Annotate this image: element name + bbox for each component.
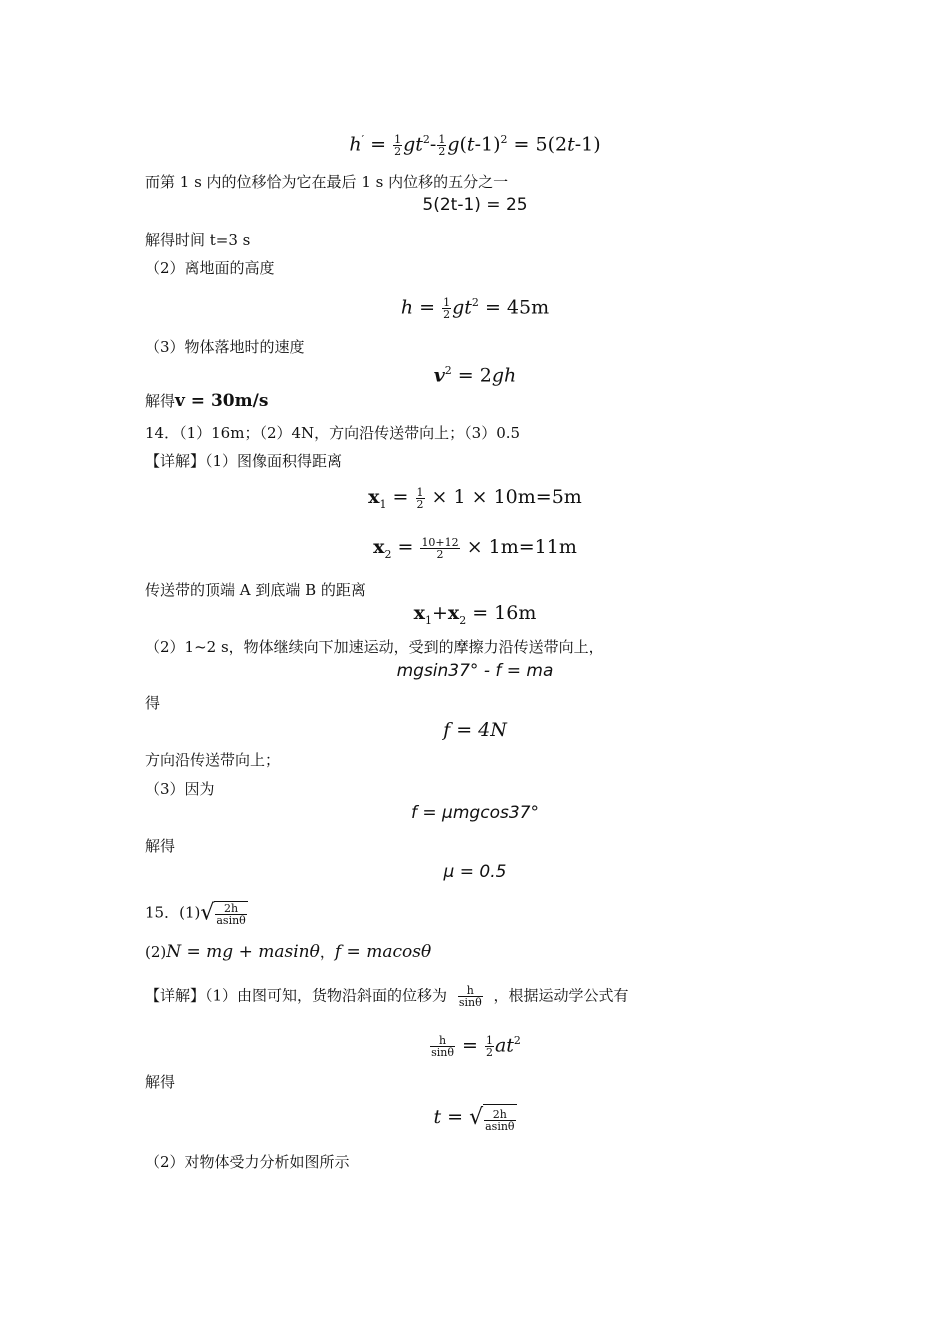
equation: f = 4N [443, 719, 507, 741]
text-line: 解得v = 30m/s [145, 391, 269, 411]
equation-x2: $x_2$ = $\frac{10+12}{2}$ × 1m=11m [373, 535, 577, 561]
equation-kinematics: $\frac{h}{\sin\theta}$ = $\frac{1}{2}$ $at^2$ [431, 1033, 521, 1059]
equation-sum: $x_1+x_2 = 16m$ [413, 602, 537, 627]
equation: mgsin37° - f = ma [396, 661, 554, 681]
equation-height: h = $\frac{1}{2}$ $gt^2 = 45m$ [400, 295, 550, 321]
text-line: 解得时间 t=3 s [145, 231, 251, 249]
equation-h-prime: h′ = $\frac{1}{2}$ $gt^2-$ $\frac{1}{2}$ $g(t-1)^2 = 5(2t-1)$ [349, 132, 601, 158]
equation-velocity: $v^2 = 2gh$ [433, 364, 517, 387]
fraction: $\frac{1}{2}$ [394, 132, 402, 158]
text-line: 【详解】（1）由图可知，货物沿斜面的位移为 $\frac{h}{\sin\theta}$ ，根据运动学公式有 [145, 984, 629, 1009]
text-line: 解得 [145, 837, 176, 855]
answer-15-part1: 15．(1)√ $\frac{2h}{asin\theta}$ [145, 900, 246, 927]
text-line: （2）离地面的高度 [145, 259, 275, 277]
equation-time: t = √ $\frac{2h}{asin\theta}$ [433, 1105, 515, 1133]
text-line: 【详解】（1）图像面积得距离 [145, 452, 343, 470]
text-line: 解得 [145, 1073, 176, 1091]
text-line: （2）1~2 s，物体继续向下加速运动，受到的摩擦力沿传送带向上， [145, 638, 604, 656]
answer-15-part2: (2)N = mg + masinθ，f = macosθ [145, 942, 432, 962]
text-line: （3）因为 [145, 780, 215, 798]
text-line: 传送带的顶端 A 到底端 B 的距离 [145, 581, 366, 599]
text-line: （2）对物体受力分析如图所示 [145, 1153, 350, 1171]
text-line: 方向沿传送带向上； [145, 751, 281, 769]
equation: 5(2t-1) = 25 [422, 195, 528, 215]
answer-14: 14．（1）16m；（2）4N，方向沿传送带向上；（3）0.5 [145, 424, 521, 442]
equation: μ = 0.5 [443, 862, 507, 882]
sqrt-expression: √ $\frac{2h}{asin\theta}$ [200, 900, 246, 927]
text-line: （3）物体落地时的速度 [145, 338, 305, 356]
text-line: 而第 1 s 内的位移恰为它在最后 1 s 内位移的五分之一 [145, 173, 509, 191]
equation: f = μmgcos37° [411, 803, 539, 823]
result-velocity: v = 30m/s [175, 391, 269, 411]
equation-x1: $x_1$ = $\frac{1}{2}$ × 1 × 10m=5m [368, 485, 582, 511]
text-line: 得 [145, 694, 161, 712]
